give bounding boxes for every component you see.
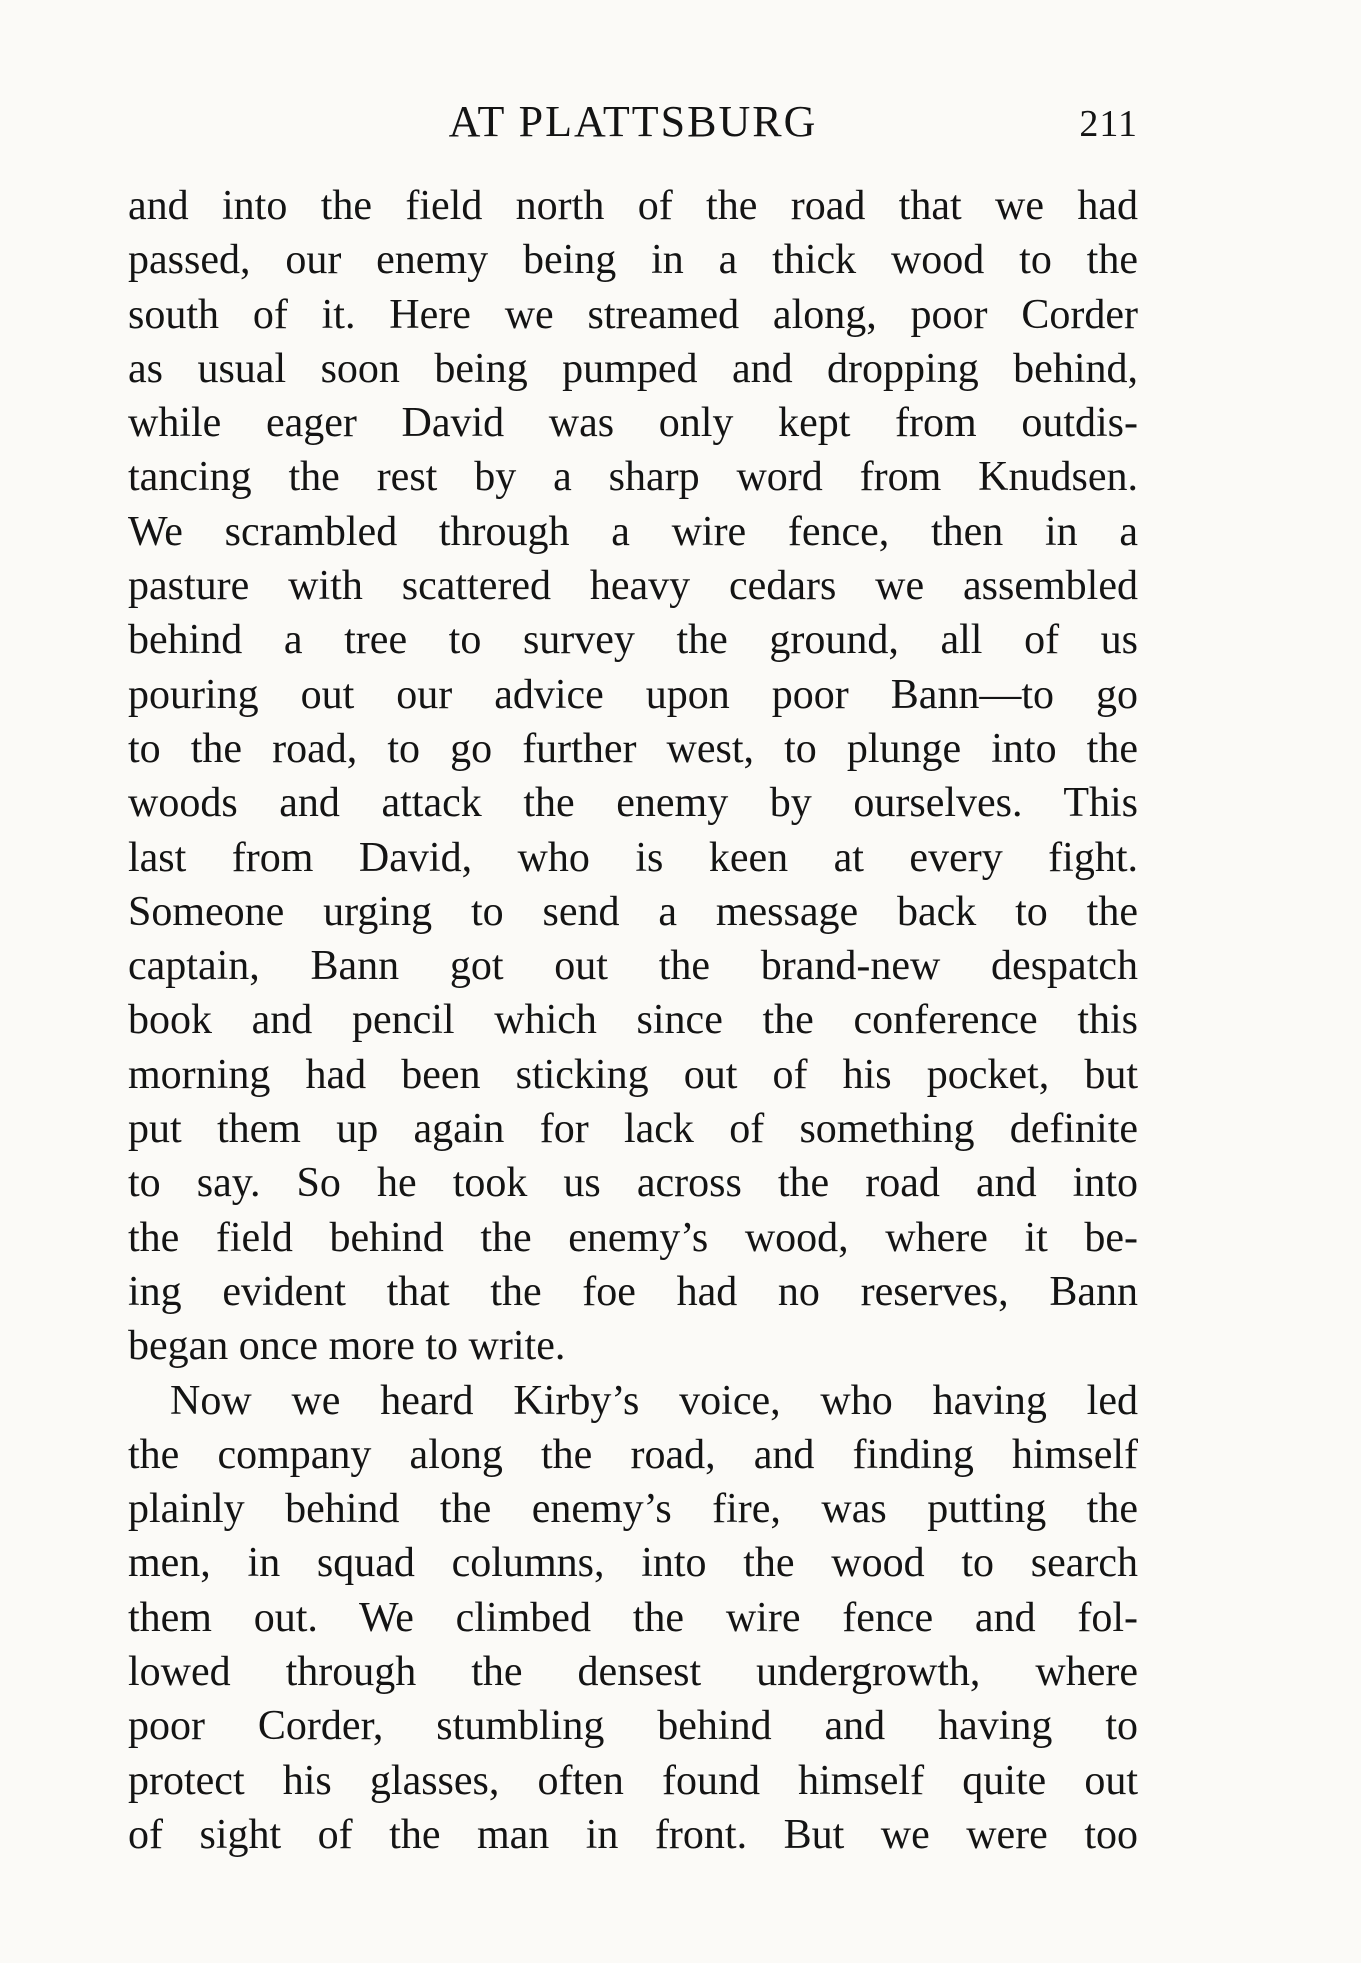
text-line: ing evident that the foe had no reserves, Bann [128,1268,1138,1315]
text-line: pouring out our advice upon poor Bann—to go [128,671,1138,718]
text-line: while eager David was only kept from outdis- [128,400,1138,447]
text-line: as usual soon being pumped and dropping behind, [128,345,1138,392]
text-line: poor Corder, stumbling behind and having to [128,1703,1138,1750]
text-line: began once more to write. [128,1323,566,1370]
text-line: last from David, who is keen at every fight. [128,834,1138,881]
text-line: men, in squad columns, into the wood to search [128,1540,1138,1587]
running-head [128,94,1138,150]
text-line: plainly behind the enemy’s fire, was putting the [128,1486,1138,1533]
text-line: protect his glasses, often found himself quite out [128,1757,1138,1804]
text-line: book and pencil which since the conference this [128,997,1138,1044]
text-line: and into the field north of the road that we had [128,183,1138,229]
text-line: to say. So he took us across the road and into [128,1160,1138,1207]
text-line: them out. We climbed the wire fence and fol- [128,1594,1138,1641]
running-title: AT PLATTSBURG [448,97,818,146]
text-line: We scrambled through a wire fence, then in a [128,508,1138,555]
text-line: put them up again for lack of something definite [128,1106,1138,1153]
text-line: woods and attack the enemy by ourselves. This [128,780,1138,827]
paragraph-2 [128,1374,1138,1863]
text-line: passed, our enemy being in a thick wood to the [128,237,1138,284]
text-line: morning had been sticking out of his pocket, but [128,1051,1138,1098]
text-line: Someone urging to send a message back to the [128,888,1138,935]
text-line: captain, Bann got out the brand-new despatch [128,943,1138,990]
text-line: south of it. Here we streamed along, poor Corder [128,291,1138,338]
text-line: of sight of the man in front. But we were too [128,1811,1138,1858]
text-line: behind a tree to survey the ground, all of us [128,617,1138,664]
paragraph-1 [128,179,1138,1374]
text-line: tancing the rest by a sharp word from Knudsen. [128,454,1138,501]
page-number: 211 [1079,103,1138,145]
text-line: Now we heard Kirby’s voice, who having led [170,1377,1138,1424]
body-text [128,179,1138,1862]
text-line: lowed through the densest undergrowth, where [128,1649,1138,1696]
text-line: pasture with scattered heavy cedars we assembled [128,563,1138,610]
text-line: the company along the road, and finding himself [128,1431,1138,1478]
text-line: to the road, to go further west, to plunge into the [128,725,1138,772]
text-line: the field behind the enemy’s wood, where it be- [128,1214,1138,1261]
